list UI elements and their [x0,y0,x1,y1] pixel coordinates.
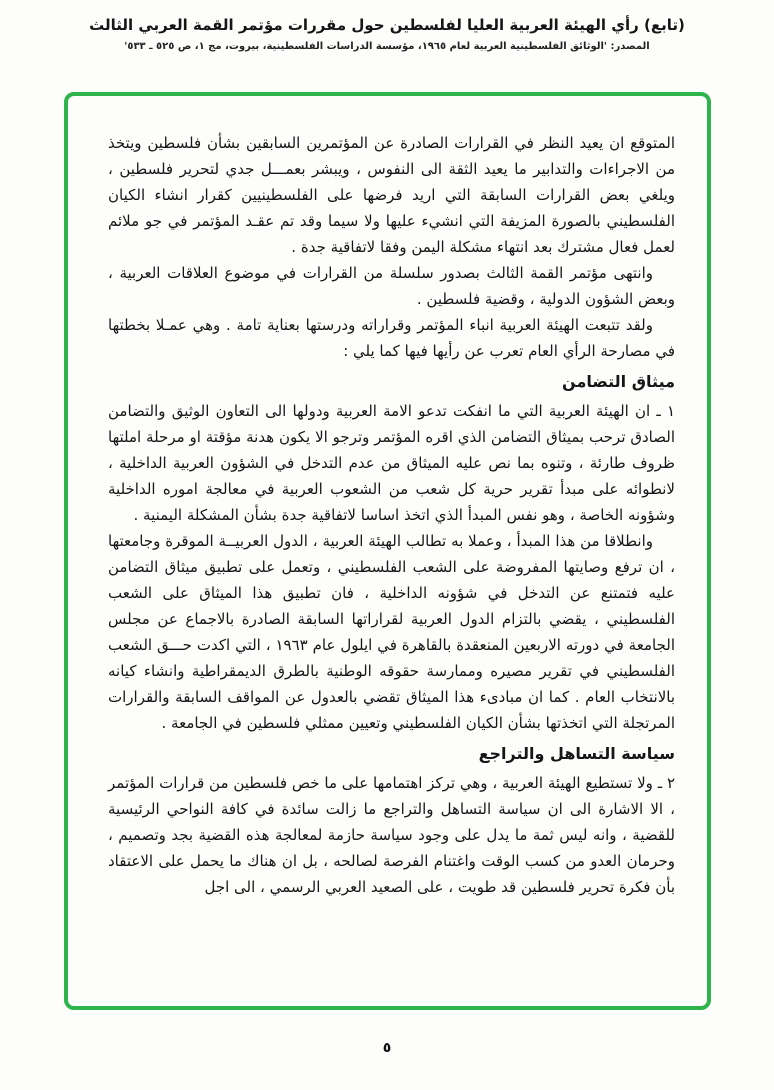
document-title: (تابع) رأي الهيئة العربية العليا لفلسطين حول مقررات مؤتمر القمة العربي الثالث [89,16,685,34]
paragraph-intro-3: ولقد تتبعت الهيئة العربية انباء المؤتمر وقراراته ودرستها بعناية تامة . وهي عمـلا بخطتها في مصارحة الرأي العام تعرب عن رأيها فيها كما يلي : [108,316,675,360]
section-heading-solidarity-charter: ميثاق التضامن [562,372,675,391]
content-border-box [64,92,711,1010]
paragraph-section2-1: ٢ ـ ولا تستطيع الهيئة العربية ، وهي تركز اهتمامها على ما خص فلسطين من قرارات المؤتمر ، الا الاشارة الى ان سياسة التساهل والتراجع ما زالت سائدة في كافة النواحي الرئيسية للقضية ، وانه ليس ثمة ما يدل على وجود سياسة حازمة لمعالجة هذه القضية بجد وتصميم ، وحرمان العدو من كسب الوقت واغتنام الفرصة لصالحه ، بل ان هناك ما يحمل على الاعتقاد بأن فكرة تحرير فلسطين قد طويت ، على الصعيد العربي الرسمي ، الى اجل [108,774,675,896]
document-header [0,0,774,52]
document-body [68,96,707,900]
document-source: المصدر: 'الوثائق الفلسطينية العربية لعام ١٩٦٥، مؤسسة الدراسات الفلسطينية، بيروت، مج ١، ص ٥٢٥ ـ ٥٣٣' [124,41,650,52]
section-heading-leniency-policy: سياسة التساهل والتراجع [478,744,675,763]
paragraph-intro-2: وانتهى مؤتمر القمة الثالث بصدور سلسلة من القرارات في موضوع العلاقات العربية ، وبعض الشؤون الدولية ، وقضية فلسطين . [108,264,675,308]
paragraph-section1-2: وانطلاقا من هذا المبدأ ، وعملا به تطالب الهيئة العربية ، الدول العربيــة الموقرة وجامعتها ، ان ترفع وصايتها المفروضة على الشعب الفلسطيني ، وتعمل على تطبيق ميثاق التضامن عليه فتمتنع عن التدخل في شؤونه الداخلية ، فان تطبيق هذا الميثاق على الشعب الفلسطيني ، يقضي بالتزام الدول العربية لقراراتها السابقة الصادرة بالاجماع عن مجلس الجامعة في دورته الاربعين المنعقدة بالقاهرة في ايلول عام ١٩٦٣ ، التي اكدت حـــق الشعب الفلسطيني في تقرير مصيره وممارسة حقوقه الوطنية بالطرق الديمقراطية وانشاء كيانه بالانتخاب العام . كما ان مبادىء هذا الميثاق تقضي بالعدول عن المواقف السابقة والقرارات المرتجلة التي اتخذتها بشأن الكيان الفلسطيني وتعيين ممثلي فلسطين في الجامعة . [108,532,675,732]
page-number: ٥ [382,1040,392,1056]
paragraph-intro-1: المتوقع ان يعيد النظر في القرارات الصادرة عن المؤتمرين السابقين بشأن فلسطين ويتخذ من الاجراءات والتدابير ما يعيد الثقة الى النفوس ، ويبشر بعمـــل جدي لتحرير فلسطين ، ويلغي بعض القرارات السابقة التي اريد فرضها على الفلسطينيين كقرار انشاء الكيان الفلسطيني بالصورة المزيفة التي انشيء عليها ولا سيما وقد تم عقـد المؤتمر في جو ملائم لعمل فعال مشترك بعد انتهاء مشكلة اليمن وفقا لاتفاقية جدة . [108,134,675,256]
paragraph-section1-1: ١ ـ ان الهيئة العربية التي ما انفكت تدعو الامة العربية ودولها الى التعاون الوثيق والتضامن الصادق ترحب بميثاق التضامن الذي اقره المؤتمر وترجو الا يكون هدنة مؤقتة او مرحلة املتها ظروف طارئة ، وتنوه بما نص عليه الميثاق من عدم التدخل في الشؤون العربية الداخلية ، لانطوائه على مبدأ تقرير حرية كل شعب من الشعوب العربية في معالجة اموره الداخلية وشؤونه الخاصة ، وهو نفس المبدأ الذي اتخذ اساسا لاتفاقية جدة بشأن المشكلة اليمنية . [108,402,675,524]
